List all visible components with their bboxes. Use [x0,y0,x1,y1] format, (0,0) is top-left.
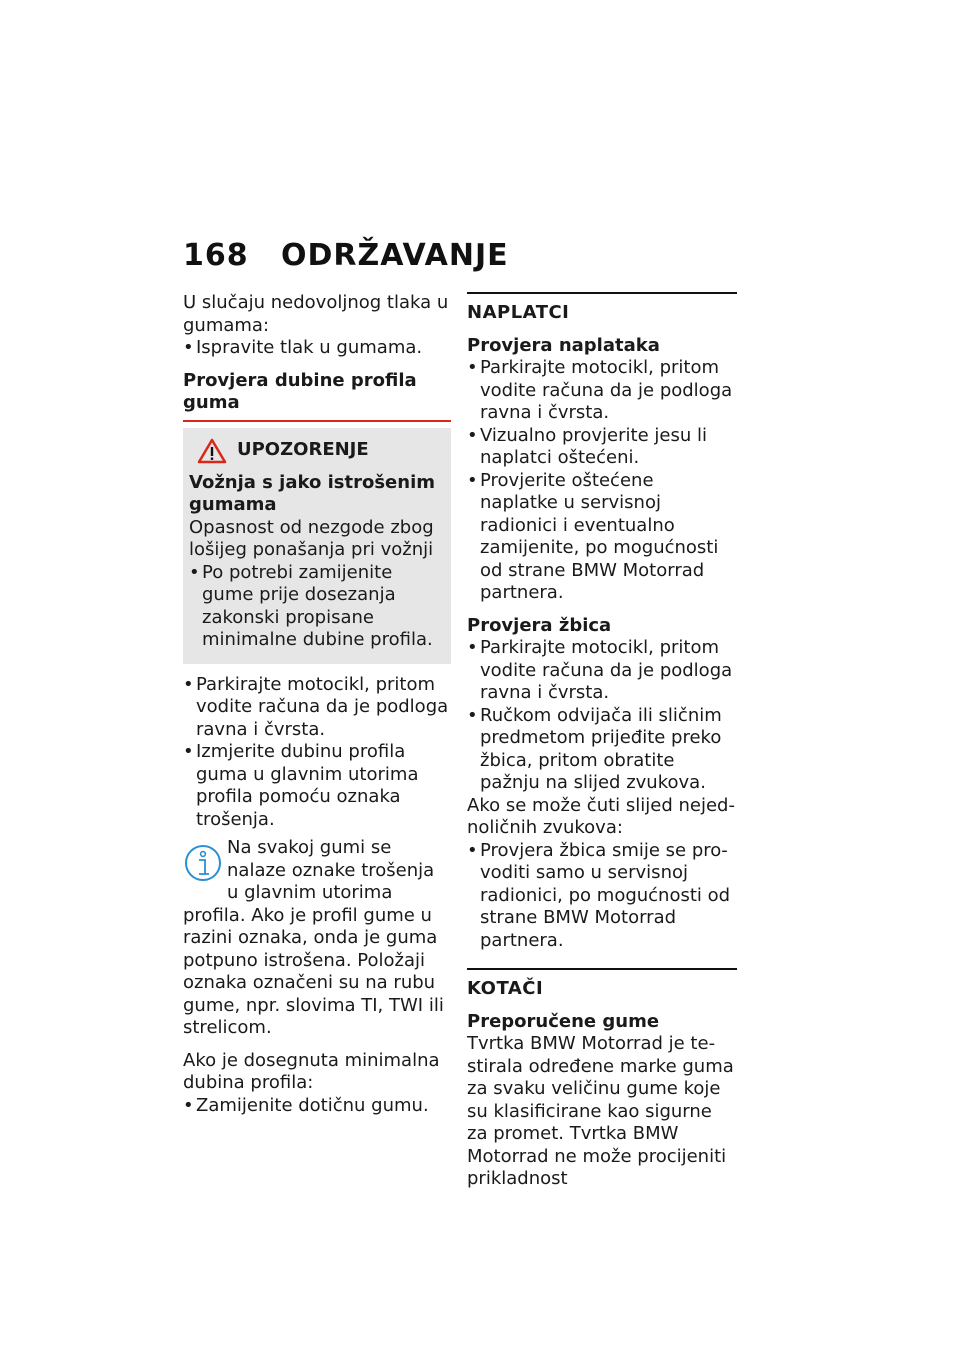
list-item: • Vizualno provjerite jesu li naplatci oštećeni. [467,425,737,470]
warning-heading: Vožnja s jako istrošenim gumama [189,471,435,515]
warning-text: Opasnost od nezgode zbog lošijeg ponašanja pri vožnji [189,516,434,560]
list-item: • Provjerite oštećene naplatke u servisnoj radionici i eventualno zamijenite, po mogućnosti od strane BMW Motorrad partnera. [467,470,737,605]
tread-steps-list [183,674,451,832]
right-column [467,292,737,1191]
warning-label: UPOZORENJE [237,439,369,461]
pressure-intro: U slučaju nedovoljnog tlaka u gumama: [183,292,449,336]
list-item: • Izmjerite dubinu profila guma u glavnim utorima profila pomoću oznaka trošenja. [183,741,451,831]
rims-check-heading: Provjera naplataka [467,334,660,356]
min-depth-list [183,1095,451,1118]
list-item: • Parkirajte motocikl, pritom vodite računa da je podloga ravna i čvrsta. [467,357,737,425]
list-item: • Po potrebi zamijenite gume prije dosezanja zakonski propisane minimalne dubine profila. [189,562,443,652]
list-item: • Ručkom odvijača ili sličnim predmetom prijeđite preko žbica, pritom obratite pažnju na slijed zvukova. [467,705,737,795]
info-note [183,837,451,1040]
recommended-tyres-heading: Preporučene gume [467,1010,660,1032]
warning-box [183,428,451,664]
list-item: • Parkirajte motocikl, pritom vodite računa da je podloga ravna i čvrsta. [183,674,451,742]
spokes-check-heading: Provjera žbica [467,614,612,636]
spokes-sound-text: Ako se može čuti slijed nejednoličnih zvukova: [467,794,735,838]
spokes-list [467,637,737,795]
tread-depth-heading: Provjera dubine profila guma [183,370,451,422]
list-item: • Provjera žbica smije se provoditi samo u servisnoj radionici, po mogućnosti od strane BMW Motorrad partnera. [467,840,737,953]
warning-triangle-icon [197,438,227,464]
rims-list [467,357,737,605]
info-icon [183,841,223,891]
warning-list [189,562,443,652]
list-item: • Parkirajte motocikl, pritom vodite računa da je podloga ravna i čvrsta. [467,637,737,705]
chapter-title: ODRŽAVANJE [281,238,509,273]
page-number: 168 [183,238,249,273]
list-item: • Ispravite tlak u gumama. [183,337,451,360]
warning-title [189,438,443,464]
info-text: Na svakoj gumi se nalaze oznake trošenja u glavnim utorima profila. Ako je profil gume u razini oznaka, onda je guma potpuno istrošena. Položaji oznaka označeni su na rubu gume, npr. slovima TI, TWI ili strelicom. [183,837,444,1038]
wheels-text: Tvrtka BMW Motorrad je testirala određene marke guma za svaku veličinu gume koje su klasificirane kao sigurne za promet. Tvrtka BMW Motorrad ne može procijeniti prikladnost [467,1033,734,1189]
min-depth-text: Ako je dosegnuta minimalna dubina profila: [183,1049,440,1093]
section-wheels-heading: KOTAČI [467,968,737,1001]
left-column [183,292,451,1117]
pressure-list [183,337,451,360]
spokes-service-list [467,840,737,953]
page-header [183,238,509,273]
section-rims-heading: NAPLATCI [467,292,737,325]
list-item: • Zamijenite dotičnu gumu. [183,1095,451,1118]
